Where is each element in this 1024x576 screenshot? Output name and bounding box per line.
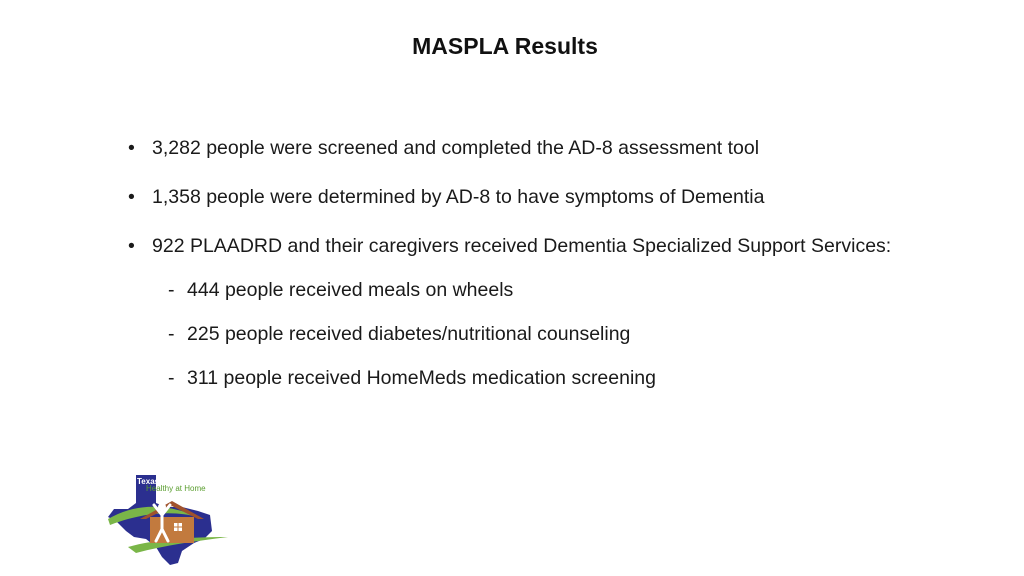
bullet-text: 922 PLAADRD and their caregivers received Dementia Specialized Support Services:	[152, 235, 892, 257]
bullet-marker: •	[128, 137, 135, 159]
logo-line1: Texas	[137, 477, 160, 486]
sub-bullet-item	[168, 366, 868, 391]
sub-bullet-list	[168, 278, 868, 391]
bullet-text: 1,358 people were determined by AD-8 to have symptoms of Dementia	[152, 186, 765, 208]
sub-bullet-text: 444 people received meals on wheels	[187, 279, 514, 301]
sub-bullet-item	[168, 322, 868, 347]
dash-marker: -	[168, 367, 175, 389]
bullet-list	[128, 136, 1008, 259]
sub-bullet-text: 225 people received diabetes/nutritional counseling	[187, 323, 631, 345]
bullet-text: 3,282 people were screened and completed the AD-8 assessment tool	[152, 137, 760, 159]
bullet-item	[128, 136, 1008, 161]
dash-marker: -	[168, 323, 175, 345]
sub-bullet-item	[168, 278, 868, 303]
bullet-marker: •	[128, 186, 135, 208]
bullet-marker: •	[128, 235, 135, 257]
texas-healthy-at-home-logo	[106, 473, 232, 569]
bullet-item	[128, 185, 1008, 210]
dash-marker: -	[168, 279, 175, 301]
slide-title: MASPLA Results	[412, 33, 598, 59]
bullet-item	[128, 234, 1008, 259]
logo-line2: Healthy at Home	[146, 484, 206, 493]
sub-bullet-text: 311 people received HomeMeds medication screening	[187, 367, 656, 389]
